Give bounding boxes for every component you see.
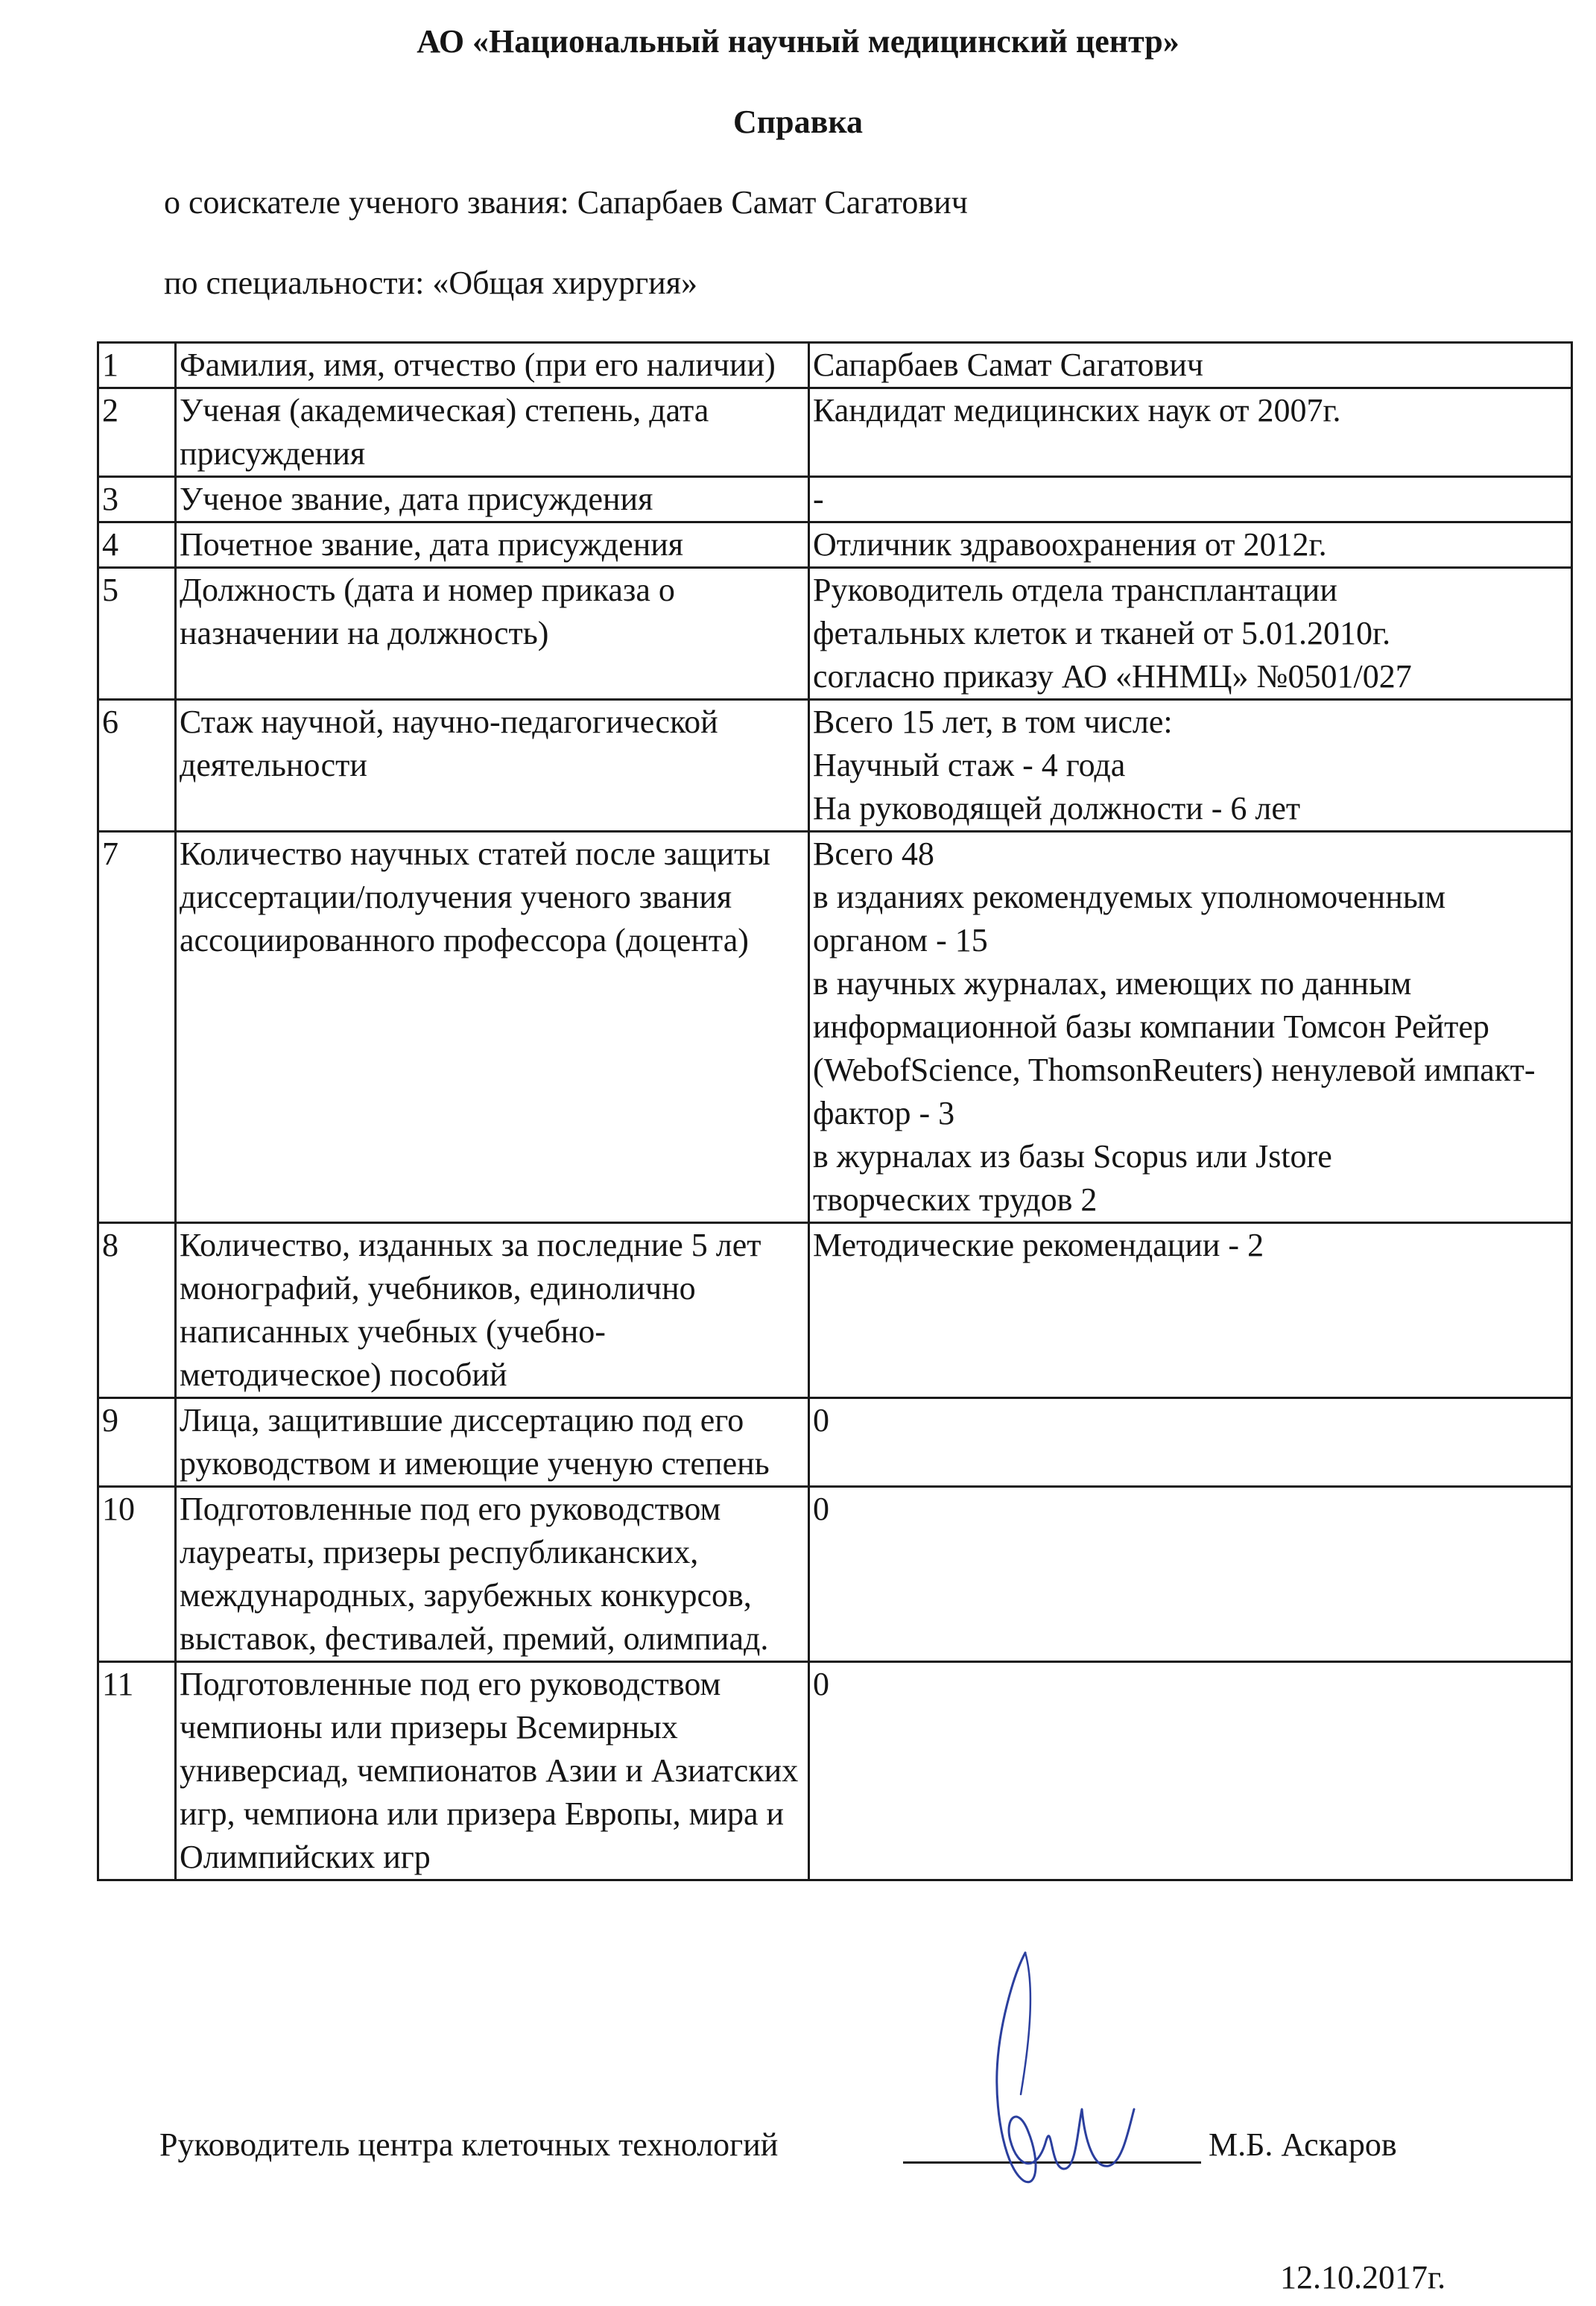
row-value: Всего 15 лет, в том числе: Научный стаж - 4 года На руководящей должности - 6 лет [809, 700, 1572, 832]
table-row [98, 568, 1572, 700]
row-label: Лица, защитившие диссертацию под его руководством и имеющие ученую степень [176, 1398, 809, 1487]
document-title: Справка [732, 104, 864, 140]
applicant-line: о соискателе ученого звания: Сапарбаев Самат Сагатович [164, 184, 968, 221]
signer-position: Руководитель центра клеточных технологий [159, 2126, 779, 2163]
row-value: Сапарбаев Самат Сагатович [809, 343, 1572, 388]
row-number: 9 [98, 1398, 176, 1487]
row-label: Подготовленные под его руководством чемпионы или призеры Всемирных универсиад, чемпионатов Азии и Азиатских игр, чемпиона или призера Европы, мира и Олимпийских игр [176, 1662, 809, 1880]
row-value: Руководитель отдела трансплантации фетальных клеток и тканей от 5.01.2010г. согласно приказу АО «ННМЦ» №0501/027 [809, 568, 1572, 700]
row-label: Стаж научной, научно-педагогической деятельности [176, 700, 809, 832]
row-label: Ученая (академическая) степень, дата присуждения [176, 388, 809, 477]
row-label: Почетное звание, дата присуждения [176, 522, 809, 568]
signer-name: М.Б. Аскаров [1209, 2126, 1397, 2163]
row-label: Количество, изданных за последние 5 лет монографий, учебников, единолично написанных учебных (учебно-методическое) пособий [176, 1223, 809, 1398]
document-date: 12.10.2017г. [1280, 2259, 1446, 2296]
specialty-line: по специальности: «Общая хирургия» [164, 265, 697, 301]
row-number: 3 [98, 477, 176, 522]
row-label: Фамилия, имя, отчество (при его наличии) [176, 343, 809, 388]
row-label: Ученое звание, дата присуждения [176, 477, 809, 522]
row-label: Подготовленные под его руководством лауреаты, призеры республиканских, международных, зарубежных конкурсов, выставок, фестивалей, премий, олимпиад. [176, 1487, 809, 1662]
handwritten-signature [969, 1945, 1147, 2191]
table-row [98, 1487, 1572, 1662]
row-label: Количество научных статей после защиты диссертации/получения ученого звания ассоциированного профессора (доцента) [176, 832, 809, 1223]
row-number: 1 [98, 343, 176, 388]
row-number: 7 [98, 832, 176, 1223]
organization-title: АО «Национальный научный медицинский центр» [417, 23, 1179, 60]
row-value: Кандидат медицинских наук от 2007г. [809, 388, 1572, 477]
row-label: Должность (дата и номер приказа о назначении на должность) [176, 568, 809, 700]
table-row [98, 1223, 1572, 1398]
row-value: 0 [809, 1398, 1572, 1487]
row-number: 11 [98, 1662, 176, 1880]
row-value: 0 [809, 1487, 1572, 1662]
table-row [98, 343, 1572, 388]
table-row [98, 1662, 1572, 1880]
row-number: 4 [98, 522, 176, 568]
row-value: Всего 48 в изданиях рекомендуемых уполномоченным органом - 15 в научных журналах, имеющих по данным информационной базы компании Томсон Рейтер (WebofScience, ThomsonReuters) ненулевой импакт-фактор - 3 в журналах из базы Scopus или Jstore творческих трудов 2 [809, 832, 1572, 1223]
table-row [98, 522, 1572, 568]
row-number: 8 [98, 1223, 176, 1398]
table-row [98, 832, 1572, 1223]
row-number: 6 [98, 700, 176, 832]
row-value: 0 [809, 1662, 1572, 1880]
table-row [98, 700, 1572, 832]
table-row [98, 477, 1572, 522]
row-value: - [809, 477, 1572, 522]
row-value: Методические рекомендации - 2 [809, 1223, 1572, 1398]
row-number: 2 [98, 388, 176, 477]
row-number: 10 [98, 1487, 176, 1662]
row-value: Отличник здравоохранения от 2012г. [809, 522, 1572, 568]
info-table [97, 341, 1573, 1881]
table-row [98, 1398, 1572, 1487]
row-number: 5 [98, 568, 176, 700]
table-row [98, 388, 1572, 477]
